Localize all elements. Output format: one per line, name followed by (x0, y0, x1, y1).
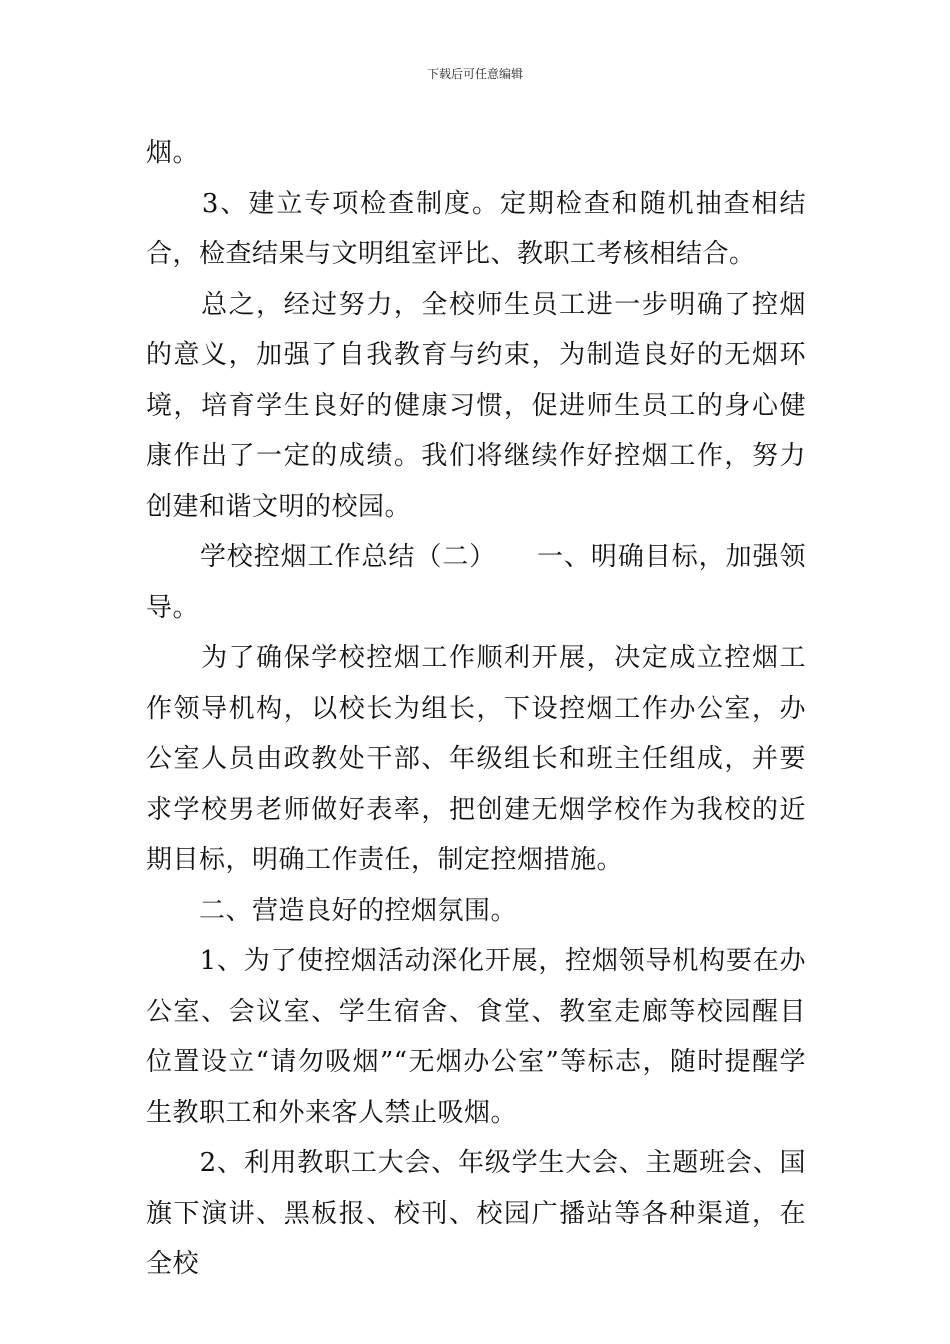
page-header-note: 下载后可任意编辑 (426, 67, 523, 81)
section-heading-atmosphere: 二、营造良好的控烟氛围。 (146, 895, 518, 926)
paragraph-summary: 总之，经过努力，全校师生员工进一步明确了控烟的意义，加强了自我教育与约束，为制造良好的无烟环境，培育学生良好的健康习惯，促进师生员工的身心健康作出了一定的成绩。我们将继续作好控烟工作，努力创建和谐文明的校园。 (146, 289, 806, 522)
paragraph-item-2: 2、利用教职工大会、年级学生大会、主题班会、国旗下演讲、黑板报、校刊、校园广播站等各种渠道，在全校 (146, 1148, 806, 1279)
paragraph-item-3: 3、建立专项检查制度。定期检查和随机抽查相结合，检查结果与文明组室评比、教职工考核相结合。 (146, 188, 806, 269)
section-heading-two: 学校控烟工作总结（二） 一、明确目标，加强领导。 (146, 542, 806, 623)
paragraph-continuation: 烟。 (146, 138, 200, 168)
paragraph-leadership: 为了确保学校控烟工作顺利开展，决定成立控烟工作领导机构，以校长为组长，下设控烟工作办公室，办公室人员由政教处干部、年级组长和班主任组成，并要求学校男老师做好表率，把创建无烟学校作为我校的近期目标，明确工作责任，制定控烟措施。 (146, 643, 806, 875)
document-body (146, 128, 806, 1290)
paragraph-item-1: 1、为了使控烟活动深化开展，控烟领导机构要在办公室、会议室、学生宿舍、食堂、教室走廊等校园醒目位置设立“请勿吸烟”“无烟办公室”等标志，随时提醒学生教职工和外来客人禁止吸烟。 (146, 946, 806, 1128)
